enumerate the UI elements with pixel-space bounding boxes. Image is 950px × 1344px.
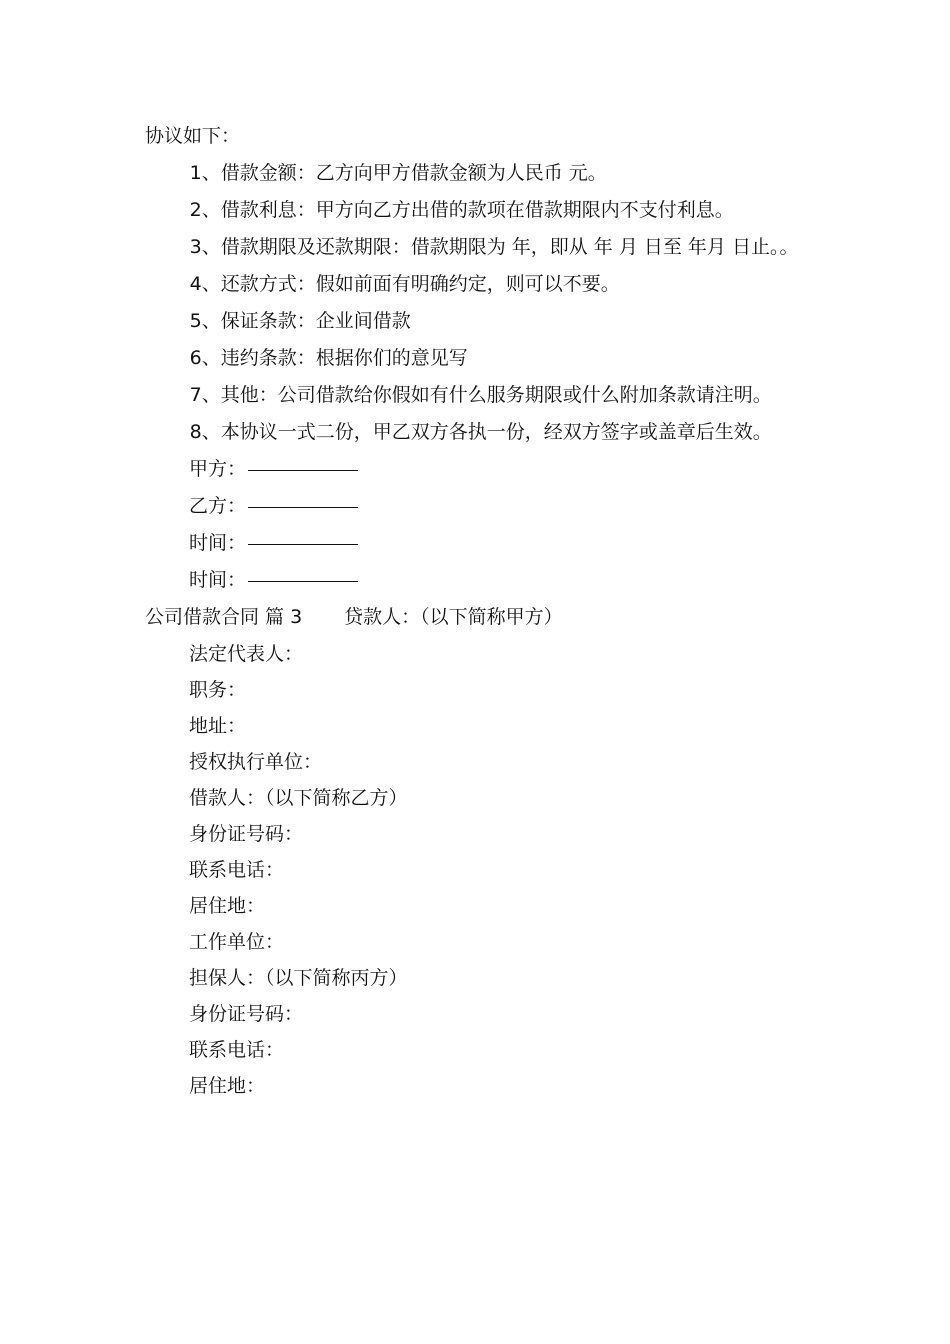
signature-party-a — [145, 451, 810, 488]
clause-1: 1、借款金额：乙方向甲方借款金额为人民币 元。 — [189, 162, 607, 184]
clause-7: 7、其他：公司借款给你假如有什么服务期限或什么附加条款请注明。 — [189, 384, 772, 406]
intro-line: 协议如下： — [145, 125, 241, 147]
signature-date-1 — [145, 525, 810, 562]
clause-3: 3、借款期限及还款期限：借款期限为 年，即从 年 月 日至 年月 日止。。 — [189, 236, 799, 258]
signature-label: 乙方： — [189, 495, 247, 517]
document-body — [145, 118, 810, 1104]
signature-label: 甲方： — [189, 458, 247, 480]
field-line: 联系电话： — [189, 1039, 285, 1061]
clause-8: 8、本协议一式二份，甲乙双方各执一份，经双方签字或盖章后生效。 — [189, 421, 772, 443]
clause-2: 2、借款利息：甲方向乙方出借的款项在借款期限内不支付利息。 — [189, 199, 734, 221]
clause-4: 4、还款方式：假如前面有明确约定，则可以不要。 — [189, 273, 620, 295]
signature-blank — [248, 506, 358, 508]
field-line: 担保人：（以下简称丙方） — [189, 967, 408, 989]
field-line: 联系电话： — [189, 859, 285, 881]
field-line: 身份证号码： — [189, 1003, 304, 1025]
signature-label: 时间： — [189, 569, 247, 591]
field-line: 职务： — [189, 679, 247, 701]
clause-6: 6、违约条款：根据你们的意见写 — [189, 347, 468, 369]
field-line: 居住地： — [189, 1075, 266, 1097]
signature-label: 时间： — [189, 532, 247, 554]
field-line: 授权执行单位： — [189, 751, 323, 773]
field-line: 居住地： — [189, 895, 266, 917]
signature-party-b — [145, 488, 810, 525]
field-line: 身份证号码： — [189, 823, 304, 845]
field-line: 工作单位： — [189, 931, 285, 953]
signature-date-2 — [145, 562, 810, 599]
section-heading — [145, 599, 810, 636]
signature-blank — [248, 580, 358, 582]
clause-5: 5、保证条款：企业间借款 — [189, 310, 411, 332]
section-title: 公司借款合同 篇 3 — [145, 606, 303, 628]
field-line: 法定代表人： — [189, 643, 304, 665]
field-line: 地址： — [189, 715, 247, 737]
section-lender: 贷款人：（以下简称甲方） — [344, 606, 563, 628]
signature-blank — [248, 543, 358, 545]
field-line: 借款人：（以下简称乙方） — [189, 787, 408, 809]
signature-blank — [248, 469, 358, 471]
